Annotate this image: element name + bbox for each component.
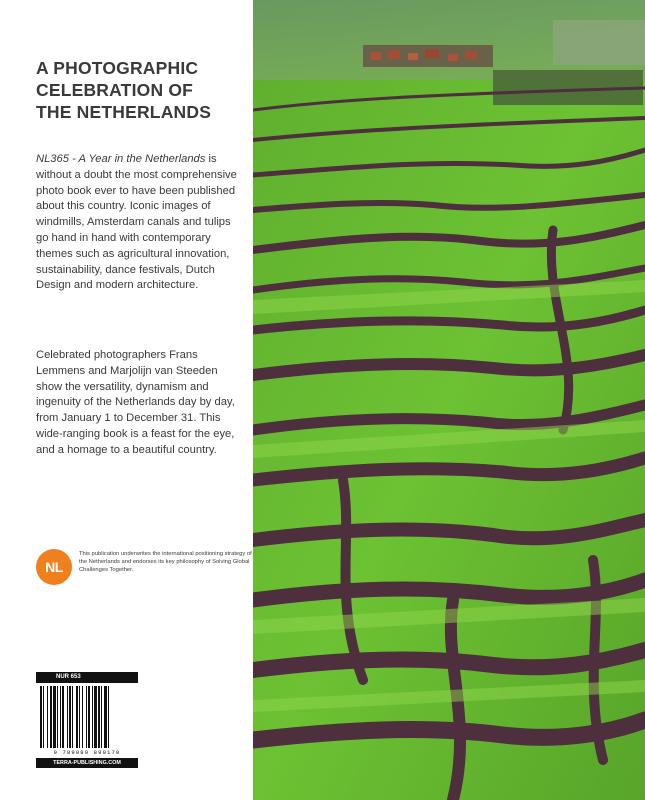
title-line-3: THE NETHERLANDS (36, 102, 212, 122)
book-title-italic: NL365 - A Year in the Netherlands (36, 153, 206, 165)
text-panel (0, 0, 253, 800)
barcode-icon (36, 686, 138, 748)
title-line-1: A PHOTOGRAPHIC (36, 58, 199, 78)
nur-code: NUR 653 (36, 672, 138, 683)
nl-logo-badge: NL (36, 549, 72, 585)
description-paragraph-1 (36, 152, 241, 294)
title-line-2: CELEBRATION OF (36, 80, 194, 100)
cover-title (36, 57, 246, 123)
publisher-url: TERRA-PUBLISHING.COM (36, 758, 138, 768)
aerial-polder-photo (253, 0, 645, 800)
isbn-number: 9 789089 899170 (53, 749, 121, 756)
description-paragraph-2: Celebrated photographers Frans Lemmens and Marjolijn van Steeden show the versatility, dynamism and ingenuity of the Netherlands day by day, from January 1 to December 31. This wide-ranging book is a feast for the eye, and a homage to a beautiful country. (36, 349, 235, 456)
description-text-1: is without a doubt the most comprehensive photo book ever to have been published about this country. Iconic images of windmills, Amsterdam canals and tulips go hand in hand with contemporary themes such as agricultural innovation, sustainability, dance festivals, Dutch Design and modern architecture. (36, 153, 237, 292)
positioning-notice: This publication underwrites the international positioning strategy of the Netherlands and endorses its key philosophy of Solving Global Challenges Together. (79, 551, 252, 574)
barcode-block (36, 672, 138, 769)
